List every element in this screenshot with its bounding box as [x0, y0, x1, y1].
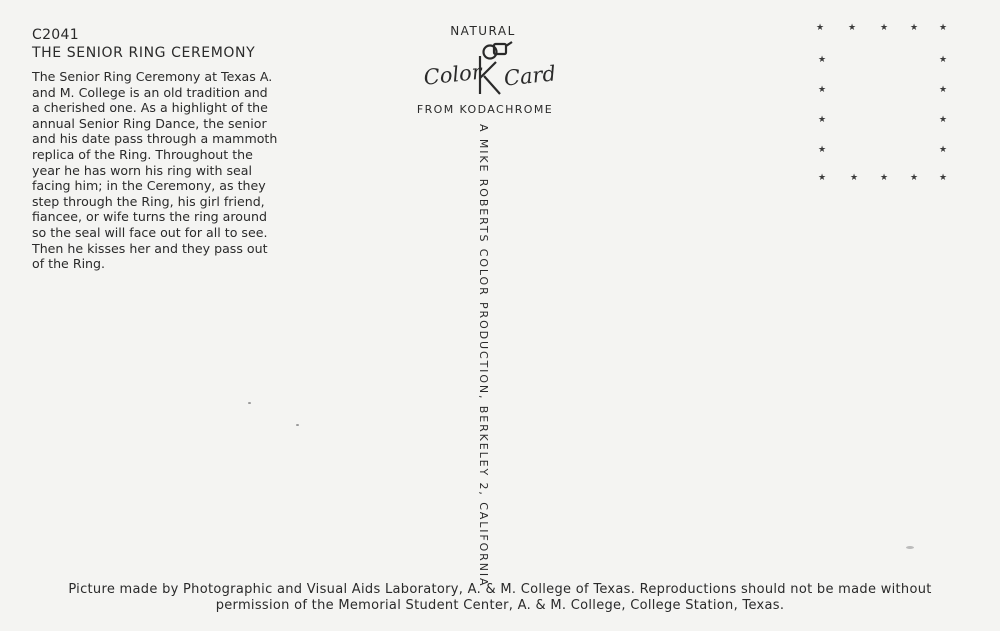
description-line: so the seal will face out for all to see.	[32, 224, 268, 240]
star-icon: ★	[818, 55, 827, 65]
description-line: The Senior Ring Ceremony at Texas A.	[32, 69, 273, 84]
star-icon: ★	[939, 173, 948, 183]
star-icon: ★	[880, 23, 889, 33]
description-line: fiancee, or wife turns the ring around	[32, 209, 267, 225]
camera-k-logo	[420, 38, 558, 102]
footer-credit	[30, 582, 970, 614]
card-title: THE SENIOR RING CEREMONY	[32, 45, 256, 61]
description-line: and his date pass through a mammoth	[32, 131, 278, 147]
description-line: and M. College is an old tradition and	[32, 84, 268, 100]
description-line: a cherished one. As a highlight of the	[32, 100, 268, 116]
card-description	[32, 69, 310, 272]
star-icon: ★	[910, 23, 919, 33]
card-code: C2041	[32, 27, 79, 43]
star-icon: ★	[939, 55, 948, 65]
paper-speck	[296, 424, 299, 426]
star-icon: ★	[939, 115, 948, 125]
star-icon: ★	[939, 23, 948, 33]
footer-line-2: permission of the Memorial Student Center, A. & M. College, College Station, Texas.	[215, 598, 785, 613]
star-icon: ★	[850, 173, 859, 183]
star-icon: ★	[939, 85, 948, 95]
logo-from-text: FROM KODACHROME	[416, 103, 554, 116]
footer-line-1: Picture made by Photographic and Visual Aids Laboratory, A. & M. College of Texas. Reproductions should not be made without	[68, 582, 932, 597]
star-icon: ★	[818, 173, 827, 183]
star-icon: ★	[818, 85, 827, 95]
logo-card-word: Card	[502, 61, 558, 91]
star-icon: ★	[848, 23, 857, 33]
stamp-box	[812, 18, 952, 186]
star-icon: ★	[910, 173, 919, 183]
description-line: Then he kisses her and they pass out	[32, 240, 268, 256]
logo-color-word: Color	[422, 59, 483, 90]
description-line: year he has worn his ring with seal	[32, 162, 252, 178]
description-line: replica of the Ring. Throughout the	[32, 146, 253, 162]
description-line: step through the Ring, his girl friend,	[32, 193, 265, 209]
description-line: facing him; in the Ceremony, as they	[32, 178, 266, 194]
star-icon: ★	[939, 145, 948, 155]
star-icon: ★	[816, 23, 825, 33]
star-icon: ★	[818, 115, 827, 125]
star-icon: ★	[818, 145, 827, 155]
vertical-credit-line: A MIKE ROBERTS COLOR PRODUCTION, BERKELEY 2, CALIFORNIA	[477, 124, 490, 588]
paper-speck	[906, 546, 914, 549]
star-icon: ★	[880, 173, 889, 183]
description-line: annual Senior Ring Dance, the senior	[32, 115, 267, 131]
logo-natural-text: NATURAL	[450, 24, 516, 38]
paper-speck	[248, 402, 251, 404]
description-line: of the Ring.	[32, 256, 106, 272]
